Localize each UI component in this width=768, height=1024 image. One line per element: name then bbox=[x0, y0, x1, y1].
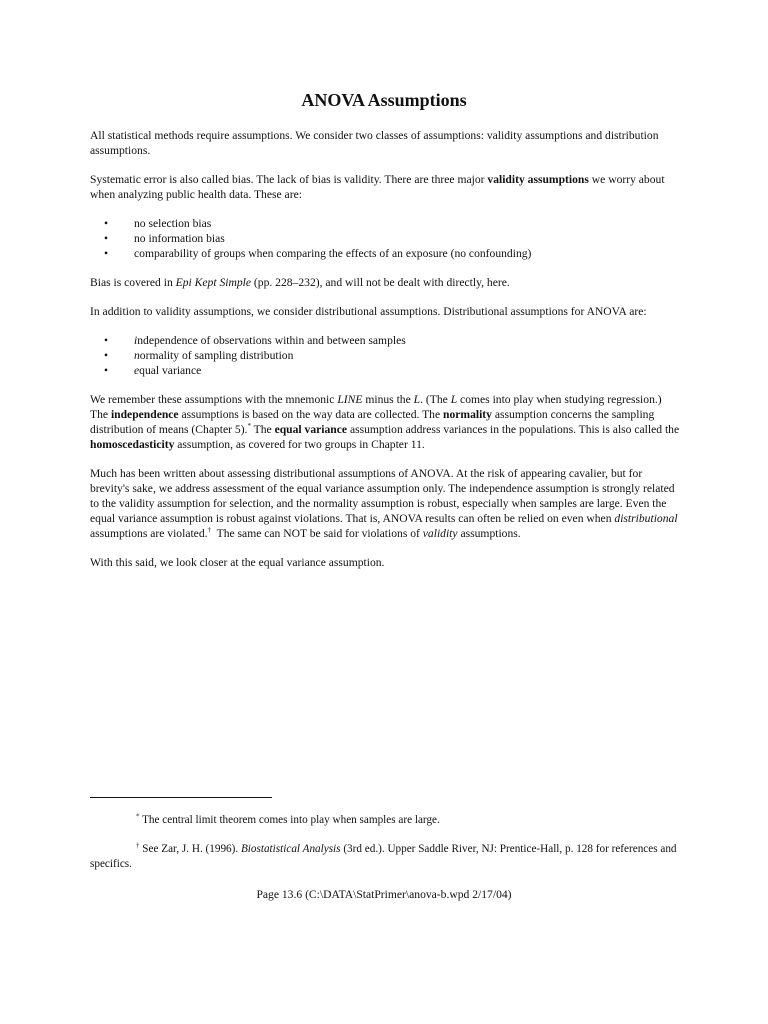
list-item bbox=[90, 231, 680, 246]
paragraph-closing: With this said, we look closer at the equal variance assumption. bbox=[90, 556, 385, 569]
footnote-text: The central limit theorem comes into play when samples are large. bbox=[139, 814, 440, 826]
bold-term-normality: normality bbox=[443, 408, 492, 421]
italic-term: L bbox=[413, 393, 421, 406]
mnemonic-letter: n bbox=[134, 349, 140, 362]
list-item bbox=[90, 246, 680, 261]
text-run: Much has been written about assessing distributional assumptions of ANOVA. At the risk of appearing cavalier, but for brevity's sake, we address assessment of the equal variance assumption only. The independence assumption is strongly related to the validity assumption for selection, and the normality assumption is robust, especially when samples are large. Even the equal variance assumption is robust against violations. That is, ANOVA results can often be relied on even when bbox=[90, 467, 675, 525]
text-run: The bbox=[250, 423, 275, 436]
bullet-icon: • bbox=[104, 334, 109, 347]
list-item-text: comparability of groups when comparing the effects of an exposure (no confounding) bbox=[134, 247, 532, 260]
list-item-text: ormality of sampling distribution bbox=[139, 349, 294, 362]
bullet-icon: • bbox=[104, 364, 109, 377]
paragraph-assessment bbox=[90, 466, 680, 541]
italic-term: validity bbox=[422, 527, 458, 540]
text-run: comes into play when studying regression.) The bbox=[90, 393, 662, 421]
italic-term: LINE bbox=[337, 393, 363, 406]
text-run: Bias is covered in bbox=[90, 276, 176, 289]
text-run: assumption address variances in the populations. This is also called the bbox=[347, 423, 680, 436]
text-run: . (The bbox=[420, 393, 451, 406]
italic-term: distributional bbox=[614, 512, 678, 525]
footnotes bbox=[90, 813, 680, 886]
paragraph-bias bbox=[90, 172, 680, 202]
validity-assumptions-list bbox=[90, 216, 680, 261]
bullet-icon: • bbox=[104, 247, 109, 260]
text-run: assumptions is based on the way data are collected. The bbox=[178, 408, 444, 421]
footnote-text: See Zar, J. H. (1996). bbox=[139, 843, 241, 855]
bullet-icon: • bbox=[104, 349, 109, 362]
footnote-divider bbox=[90, 797, 272, 798]
mnemonic-letter: i bbox=[134, 334, 138, 347]
bold-term-validity-assumptions: validity assumptions bbox=[487, 173, 589, 186]
list-item bbox=[90, 333, 680, 348]
list-item bbox=[90, 348, 680, 363]
list-item-text: no selection bias bbox=[134, 217, 212, 230]
mnemonic-letter: e bbox=[134, 364, 140, 377]
paragraph-mnemonic bbox=[90, 392, 680, 452]
bold-term-equal-variance: equal variance bbox=[274, 423, 348, 436]
italic-term: L bbox=[450, 393, 458, 406]
list-item bbox=[90, 216, 680, 231]
footnote-mark: * bbox=[136, 812, 140, 821]
list-item-text: qual variance bbox=[139, 364, 202, 377]
bold-term-homoscedasticity: homoscedasticity bbox=[90, 438, 175, 451]
paragraph-bias-reference bbox=[90, 275, 680, 290]
footnote-2 bbox=[90, 842, 680, 872]
footnote-text: (3rd ed.). Upper Saddle River, NJ: Prentice-Hall, p. 128 for references and specifics. bbox=[90, 843, 677, 870]
text-run: assumption concerns the sampling distribution of means (Chapter 5). bbox=[90, 408, 655, 436]
italic-book-title: Epi Kept Simple bbox=[175, 276, 252, 289]
footnote-1 bbox=[90, 813, 680, 828]
bullet-icon: • bbox=[104, 232, 109, 245]
text-run: assumptions are violated. bbox=[90, 527, 208, 540]
bold-term-independence: independence bbox=[110, 408, 179, 421]
list-item bbox=[90, 363, 680, 378]
text-run: We remember these assumptions with the mnemonic bbox=[90, 393, 338, 406]
text-run: Systematic error is also called bias. The lack of bias is validity. There are three major bbox=[90, 173, 488, 186]
text-run: assumptions. bbox=[457, 527, 521, 540]
page-footer: Page 13.6 (C:\DATA\StatPrimer\anova-b.wpd 2/17/04) bbox=[256, 888, 512, 901]
italic-book-title: Biostatistical Analysis bbox=[240, 843, 341, 855]
footnote-ref-dagger[interactable]: † bbox=[207, 526, 212, 535]
text-run: assumption, as covered for two groups in Chapter 11. bbox=[174, 438, 425, 451]
list-item-text: ndependence of observations within and between samples bbox=[137, 334, 406, 347]
distributional-assumptions-list bbox=[90, 333, 680, 378]
footnote-mark: † bbox=[136, 841, 140, 850]
text-run: (pp. 228–232), and will not be dealt with directly, here. bbox=[251, 276, 510, 289]
text-run: minus the bbox=[362, 393, 414, 406]
text-run: we worry about when analyzing public health data. These are: bbox=[90, 173, 665, 201]
text-run: The same can NOT be said for violations of bbox=[211, 527, 423, 540]
footnote-ref-star[interactable]: * bbox=[247, 422, 251, 431]
paragraph-intro: All statistical methods require assumptions. We consider two classes of assumptions: validity assumptions and distribution assumptions. bbox=[90, 129, 659, 157]
paragraph-distributional: In addition to validity assumptions, we consider distributional assumptions. Distributional assumptions for ANOVA are: bbox=[90, 305, 647, 318]
document-body bbox=[90, 128, 680, 584]
list-item-text: no information bias bbox=[134, 232, 225, 245]
bullet-icon: • bbox=[104, 217, 109, 230]
page-title: ANOVA Assumptions bbox=[301, 90, 467, 110]
